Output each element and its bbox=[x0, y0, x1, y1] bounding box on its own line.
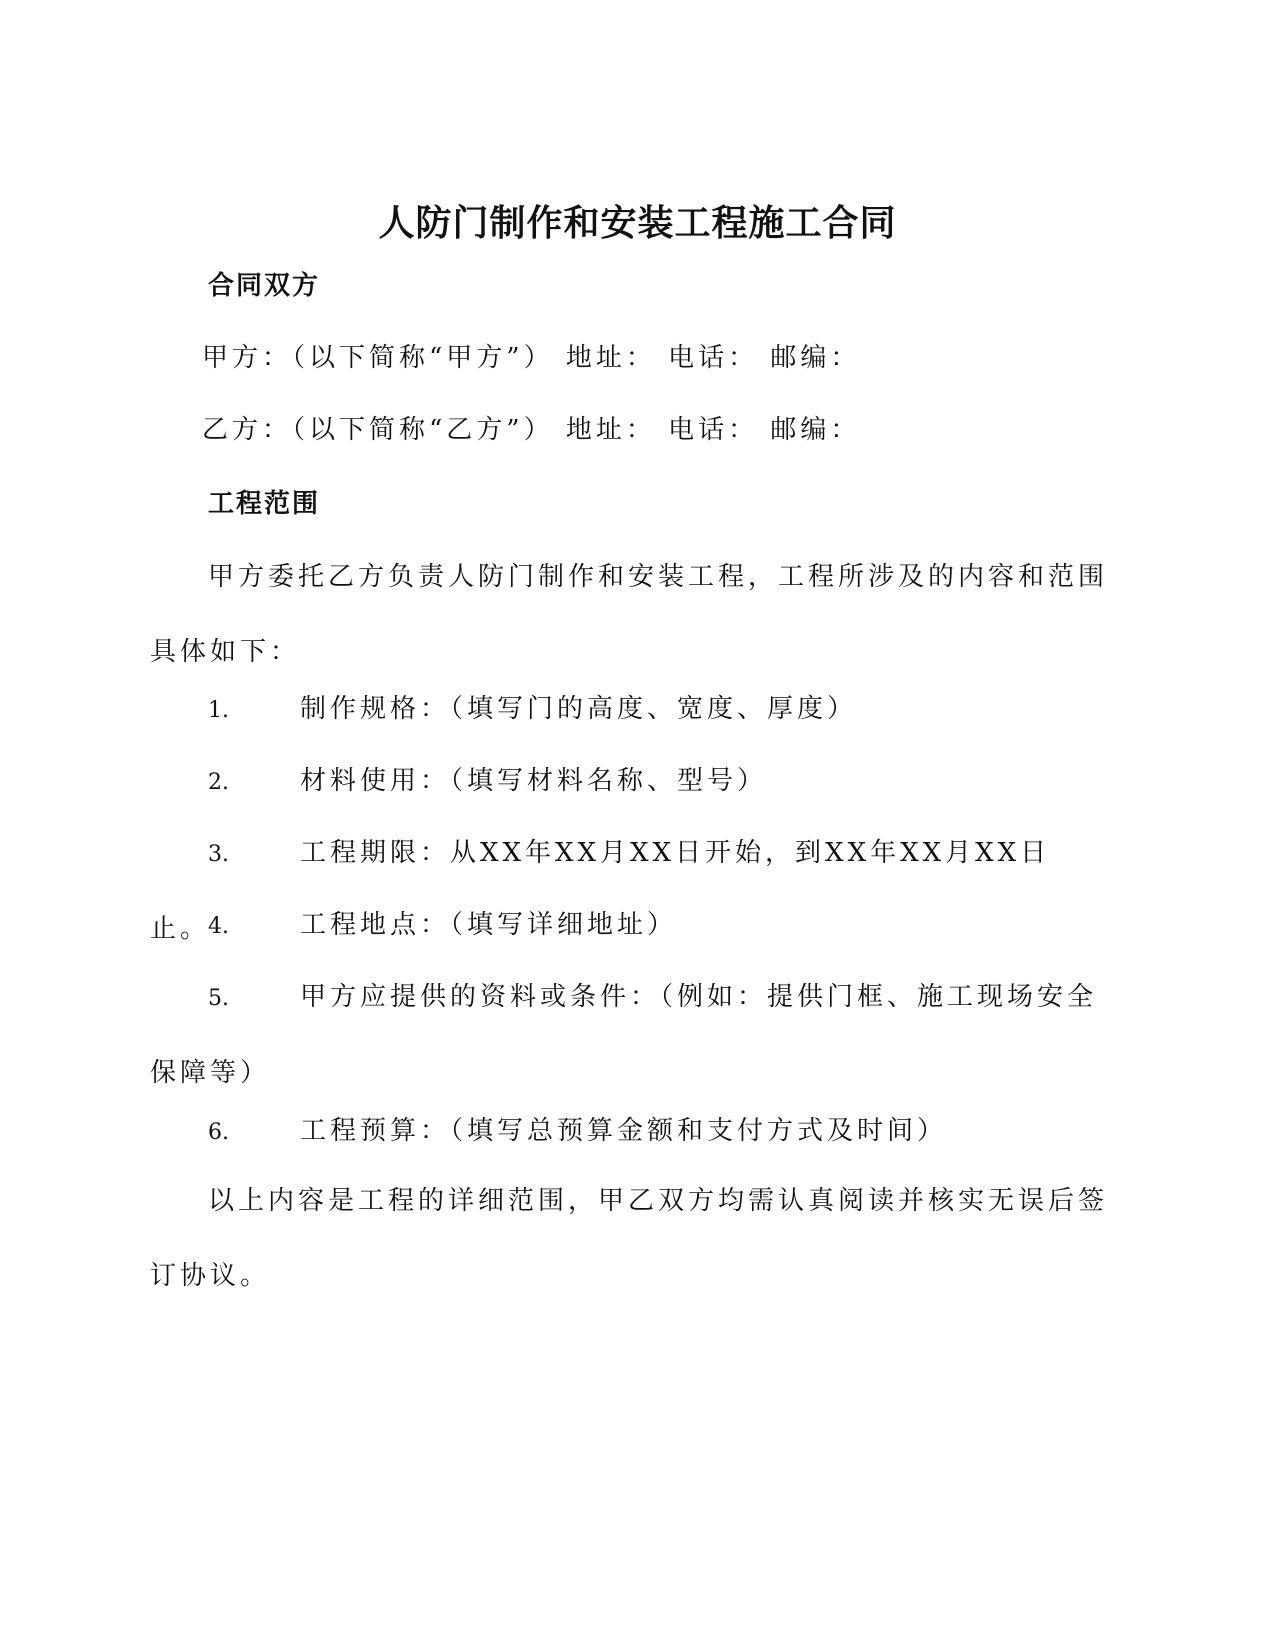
scope-item bbox=[150, 672, 1110, 748]
scope-item-text: 制作规格：（填写门的高度、宽度、厚度） bbox=[300, 694, 858, 724]
section-heading-scope: 工程范围 bbox=[208, 489, 321, 519]
section-heading-parties: 合同双方 bbox=[208, 271, 321, 301]
scope-item bbox=[150, 888, 1110, 964]
document-title: 人防门制作和安装工程施工合同 bbox=[378, 203, 897, 244]
scope-item-text: 工程地点：（填写详细地址） bbox=[300, 910, 678, 940]
scope-item bbox=[150, 1094, 1110, 1170]
scope-item-number: 1. bbox=[208, 698, 229, 723]
scope-item-text: 材料使用：（填写材料名称、型号） bbox=[300, 766, 768, 796]
scope-intro-paragraph: 甲方委托乙方负责人防门制作和安装工程，工程所涉及的内容和范围具体如下： bbox=[150, 562, 1109, 667]
scope-item bbox=[150, 960, 1110, 1111]
scope-item-number: 2. bbox=[208, 770, 229, 795]
party-a-line: 甲方：（以下简称“甲方”） 地址： 电话： 邮编： bbox=[202, 343, 861, 373]
scope-item-text: 工程预算：（填写总预算金额和支付方式及时间） bbox=[300, 1116, 948, 1146]
scope-item-text: 甲方应提供的资料或条件：（例如：提供门框、施工现场安全保障等） bbox=[150, 982, 1098, 1088]
party-b-line: 乙方：（以下简称“乙方”） 地址： 电话： 邮编： bbox=[202, 415, 861, 445]
scope-item-number: 4. bbox=[208, 914, 229, 939]
scope-item bbox=[150, 744, 1110, 820]
scope-item-number: 3. bbox=[208, 842, 229, 867]
scope-item-number: 6. bbox=[208, 1120, 229, 1145]
scope-closing-paragraph: 以上内容是工程的详细范围，甲乙双方均需认真阅读并核实无误后签订协议。 bbox=[150, 1186, 1109, 1291]
scope-item-number: 5. bbox=[208, 986, 229, 1011]
scope-item-text: 工程期限：从XX年XX月XX日开始，到XX年XX月XX日止。 bbox=[150, 838, 1051, 944]
